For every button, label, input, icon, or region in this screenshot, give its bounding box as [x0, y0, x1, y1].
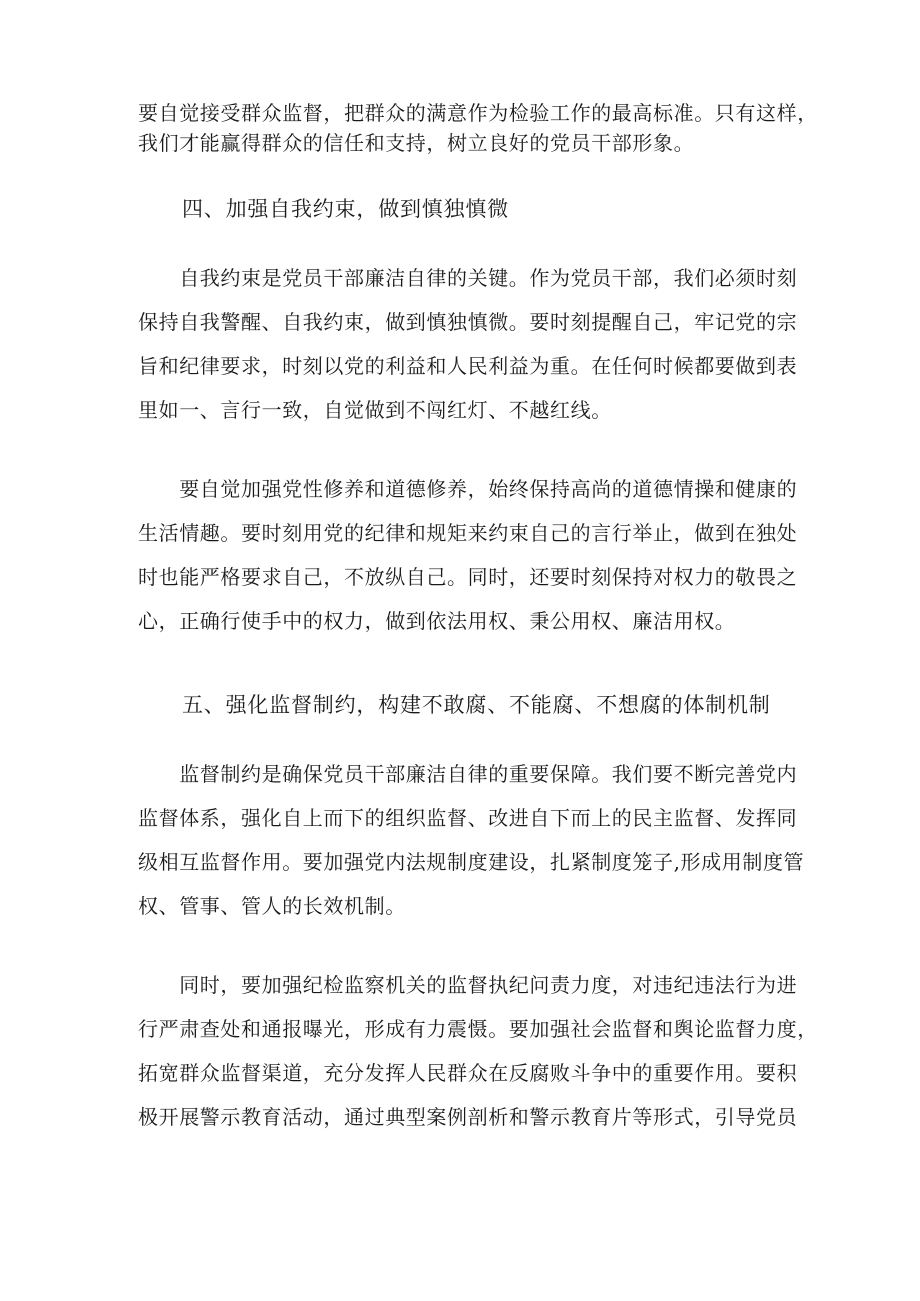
text-line: 极开展警示教育活动，通过典型案例剖析和警示教育片等形式，引导党员: [138, 1105, 798, 1129]
text-line: 要自觉加强党性修养和道德修养，始终保持高尚的道德情操和健康的: [138, 477, 798, 501]
intro-paragraph: [138, 98, 818, 158]
section5-paragraph-1: [138, 752, 805, 928]
text-line: 保持自我警醒、自我约束，做到慎独慎微。要时刻提醒自己，牢记党的宗: [138, 310, 798, 334]
section5-paragraph-2: [138, 963, 818, 1139]
text-line: 同时，要加强纪检监察机关的监督执纪问责力度，对违纪违法行为进: [138, 973, 798, 997]
text-line: 自我约束是党员干部廉洁自律的关键。作为党员干部，我们必须时刻: [138, 266, 798, 290]
text-line: 时也能严格要求自己，不放纵自己。同时，还要时刻保持对权力的敬畏之: [138, 565, 798, 589]
text-line: 心，正确行使手中的权力，做到依法用权、秉公用权、廉洁用权。: [138, 609, 736, 633]
section4-paragraph-2: [138, 467, 798, 643]
text-line: 生活情趣。要时刻用党的纪律和规矩来约束自己的言行举止，做到在独处: [138, 521, 798, 545]
text-line: 监督制约是确保党员干部廉洁自律的重要保障。我们要不断完善党内: [138, 762, 798, 786]
text-line: 级相互监督作用。要加强党内法规制度建设，扎紧制度笼子,形成用制度管: [138, 850, 805, 874]
text-line: 我们才能赢得群众的信任和支持，树立良好的党员干部形象。: [138, 131, 695, 155]
section4-paragraph-1: [138, 256, 798, 432]
text-line: 监督体系，强化自上而下的组织监督、改进自下而上的民主监督、发挥同: [138, 806, 798, 830]
text-line: 行严肃查处和通报曝光，形成有力震慑。要加强社会监督和舆论监督力度，: [138, 1017, 818, 1041]
section-heading-5: 五、强化监督制约，构建不敢腐、不能腐、不想腐的体制机制: [182, 693, 771, 717]
text-line: 要自觉接受群众监督，把群众的满意作为检验工作的最高标准。只有这样，: [138, 101, 818, 125]
text-line: 里如一、言行一致，自觉做到不闯红灯、不越红线。: [138, 398, 612, 422]
text-line: 拓宽群众监督渠道，充分发挥人民群众在反腐败斗争中的重要作用。要积: [138, 1061, 798, 1085]
text-line: 旨和纪律要求，时刻以党的利益和人民利益为重。在任何时候都要做到表: [138, 354, 798, 378]
text-line: 权、管事、管人的长效机制。: [138, 894, 406, 918]
section-heading-4: 四、加强自我约束，做到慎独慎微: [182, 197, 509, 221]
